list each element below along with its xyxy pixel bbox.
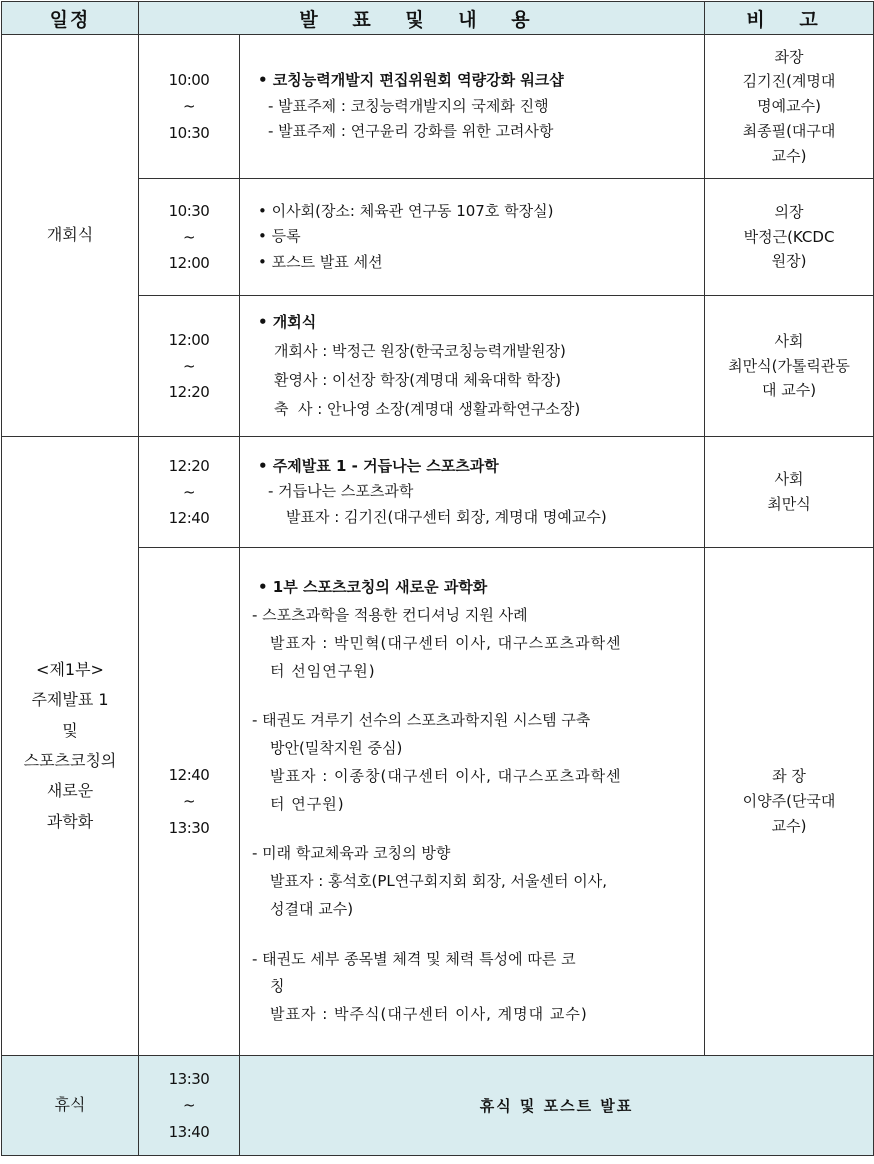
- talk-item: - 스포츠과학을 적용한 컨디셔닝 지원 사례 발표자 : 박민혁(대구센터 이사, 대구스포츠과학센 터 선임연구원): [252, 606, 622, 680]
- talk-item: - 태권도 겨루기 선수의 스포츠과학지원 시스템 구축 방안(밀착지원 중심) 발표자 : 이종창(대구센터 이사, 대구스포츠과학센 터 연구원): [252, 711, 622, 813]
- time-cell: 12:20 ~ 12:40: [139, 437, 240, 548]
- time-cell: 10:30 ~ 12:00: [139, 179, 240, 296]
- content-cell: • 1부 스포츠코칭의 새로운 과학화 - 스포츠과학을 적용한 컨디셔닝 지원 사례 발표자 : 박민혁(대구센터 이사, 대구스포츠과학센 터 선임연구원) - 태권도 겨루기 선수의 스포츠과학지원 시스템 구축 방안(밀착지원 중심) 발표자 : 이종창(대구센터 이사, 대구스포츠과학센 터 연구원) - 미래 학교체육과 코칭의 방향 발표자 : 홍석호(PL연구회지회 회장, 서울센터 이사, 성결대 교수) - 태권도 세부 종목별 체격 및 체력 특성에 따른 코 칭 발표자 : 박주식(대구센터 이사, 계명대 교수): [240, 548, 705, 1056]
- note-cell: 좌장 김기진(계명대 명예교수) 최종필(대구대 교수): [705, 35, 874, 179]
- time-cell: 12:00 ~ 12:20: [139, 296, 240, 437]
- table-row: [2, 437, 874, 548]
- talk-item: - 태권도 세부 종목별 체격 및 체력 특성에 따른 코 칭 발표자 : 박주식(대구센터 이사, 계명대 교수): [252, 949, 588, 1023]
- content-cell: • 개회식 개회사 : 박정근 원장(한국코칭능력개발원장) 환영사 : 이선장 학장(계명대 체육대학 학장) 축 사 : 안나영 소장(계명대 생활과학연구소장): [240, 296, 705, 437]
- header-content: 발 표 및 내 용: [139, 2, 705, 35]
- break-content: 휴식 및 포스트 발표: [240, 1056, 874, 1156]
- note-cell: 의장 박정근(KCDC 원장): [705, 179, 874, 296]
- note-cell: 사회 최만식(가톨릭관동 대 교수): [705, 296, 874, 437]
- group-opening: 개회식: [2, 35, 139, 437]
- table-row: [2, 35, 874, 179]
- talk-item: - 미래 학교체육과 코칭의 방향 발표자 : 홍석호(PL연구회지회 회장, 서울센터 이사, 성결대 교수): [252, 844, 607, 918]
- header-row: [2, 2, 874, 35]
- break-time: 13:30 ~ 13:40: [139, 1056, 240, 1156]
- time-cell: 10:00 ~ 10:30: [139, 35, 240, 179]
- time-cell: 12:40 ~ 13:30: [139, 548, 240, 1056]
- content-cell: • 이사회(장소: 체육관 연구동 107호 학장실) • 등록 • 포스트 발표 세션: [240, 179, 705, 296]
- header-schedule: 일정: [2, 2, 139, 35]
- note-cell: 사회 최만식: [705, 437, 874, 548]
- break-label: 휴식: [2, 1056, 139, 1156]
- group-part1: <제1부> 주제발표 1 및 스포츠코칭의 새로운 과학화: [2, 437, 139, 1056]
- program-schedule-table: [1, 1, 874, 1156]
- break-row: [2, 1056, 874, 1156]
- content-cell: • 주제발표 1 - 거듭나는 스포츠과학 - 거듭나는 스포츠과학 발표자 : 김기진(대구센터 회장, 계명대 명예교수): [240, 437, 705, 548]
- note-cell: 좌 장 이양주(단국대 교수): [705, 548, 874, 1056]
- header-note: 비 고: [705, 2, 874, 35]
- content-cell: • 코칭능력개발지 편집위원회 역량강화 워크샵 - 발표주제 : 코칭능력개발지의 국제화 진행 - 발표주제 : 연구윤리 강화를 위한 고려사항: [240, 35, 705, 179]
